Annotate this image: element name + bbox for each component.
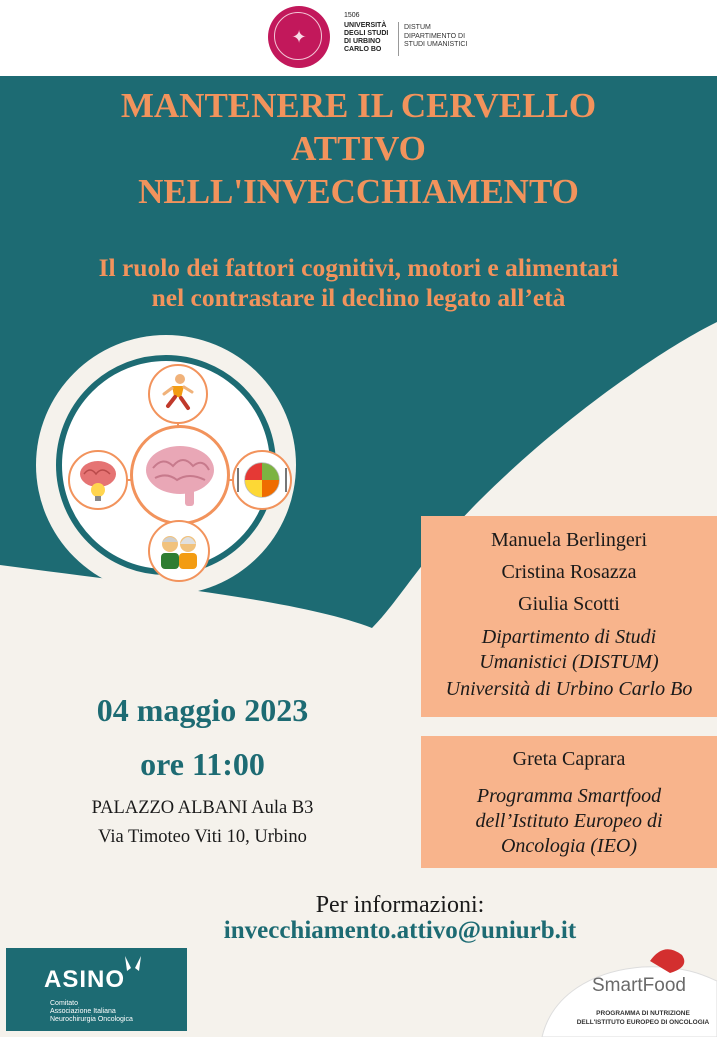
title-line-3: NELL'INVECCHIAMENTO [138,172,579,211]
university-name: UNIVERSITÀ DEGLI STUDI DI URBINO CARLO BO [344,22,389,53]
speakers-box-distum [421,516,717,717]
speaker-name-4: Greta Caprara [512,748,626,770]
event-venue [30,794,375,852]
nutrition-node [232,450,292,510]
venue-line-2: Via Timoteo Viti 10, Urbino [98,827,307,847]
smartfood-sub-line-1: PROGRAMMA DI NUTRIZIONE [596,1010,690,1017]
donkey-ears-icon [122,954,144,972]
affiliation-ieo-line-1: Programma Smartfood [476,785,662,807]
page-subtitle [0,253,717,313]
asino-sub-line-3: Neurochirurgia Oncologica [50,1016,133,1023]
smartfood-logo-subtitle [568,1009,717,1027]
contact-email-link[interactable]: invecchiamento.attivo@uniurb.it [223,917,577,944]
brain-icon [133,428,227,522]
university-year: 1506 [344,12,360,19]
header-bar [0,0,717,76]
asino-sub-line-1: Comitato [50,1000,79,1007]
venue-line-1: PALAZZO ALBANI Aula B3 [91,798,314,818]
university-seal-icon [268,6,330,68]
brain-lightbulb-icon [70,452,126,508]
smartfood-logo [532,945,717,1037]
affiliation-line-2: Umanistici (DISTUM) [479,651,659,673]
asino-logo-subtitle [50,1000,180,1024]
speakers-box-ieo [421,736,717,868]
asino-logo [6,948,187,1031]
page-title [0,84,717,213]
affiliation-ieo-line-3: Oncologia (IEO) [500,835,638,857]
smartfood-sub-line-2: DELL'ISTITUTO EUROPEO DI ONCOLOGIA [576,1019,710,1026]
info-label: Per informazioni: [315,892,485,918]
title-line-1: MANTENERE IL CERVELLO [120,86,597,125]
affiliation-line-1: Dipartimento di Studi [481,626,657,648]
speaker-name-2: Cristina Rosazza [501,561,637,583]
seal-ring [274,12,322,60]
cognition-node [68,450,128,510]
department-name: DISTUM DIPARTIMENTO DI STUDI UMANISTICI [404,24,468,48]
running-person-icon [150,366,206,422]
healthy-plate-icon [234,452,290,508]
event-time: ore 11:00 [140,746,265,782]
subtitle-line-1: Il ruolo dei fattori cognitivi, motori e alimentari [98,253,619,282]
header-divider [398,22,399,56]
speaker-name-3: Giulia Scotti [518,593,620,615]
title-line-2: ATTIVO [291,129,426,168]
aging-node [148,520,210,582]
smartfood-logo-name: SmartFood [592,975,686,996]
brain-node [130,425,230,525]
affiliation-ieo-line-2: dell’Istituto Europeo di [475,810,663,832]
speaker-name-1: Manuela Berlingeri [490,529,648,551]
subtitle-line-2: nel contrastare il declino legato all’età [151,283,566,312]
seal-emblem-icon: ✦ [291,27,307,47]
event-date: 04 maggio 2023 [96,692,309,728]
asino-sub-line-2: Associazione Italiana [50,1008,116,1015]
asino-logo-name: ASINO [44,966,126,993]
exercise-node [148,364,208,424]
affiliation-line-3: Università di Urbino Carlo Bo [445,678,693,700]
elderly-couple-icon [150,522,208,580]
